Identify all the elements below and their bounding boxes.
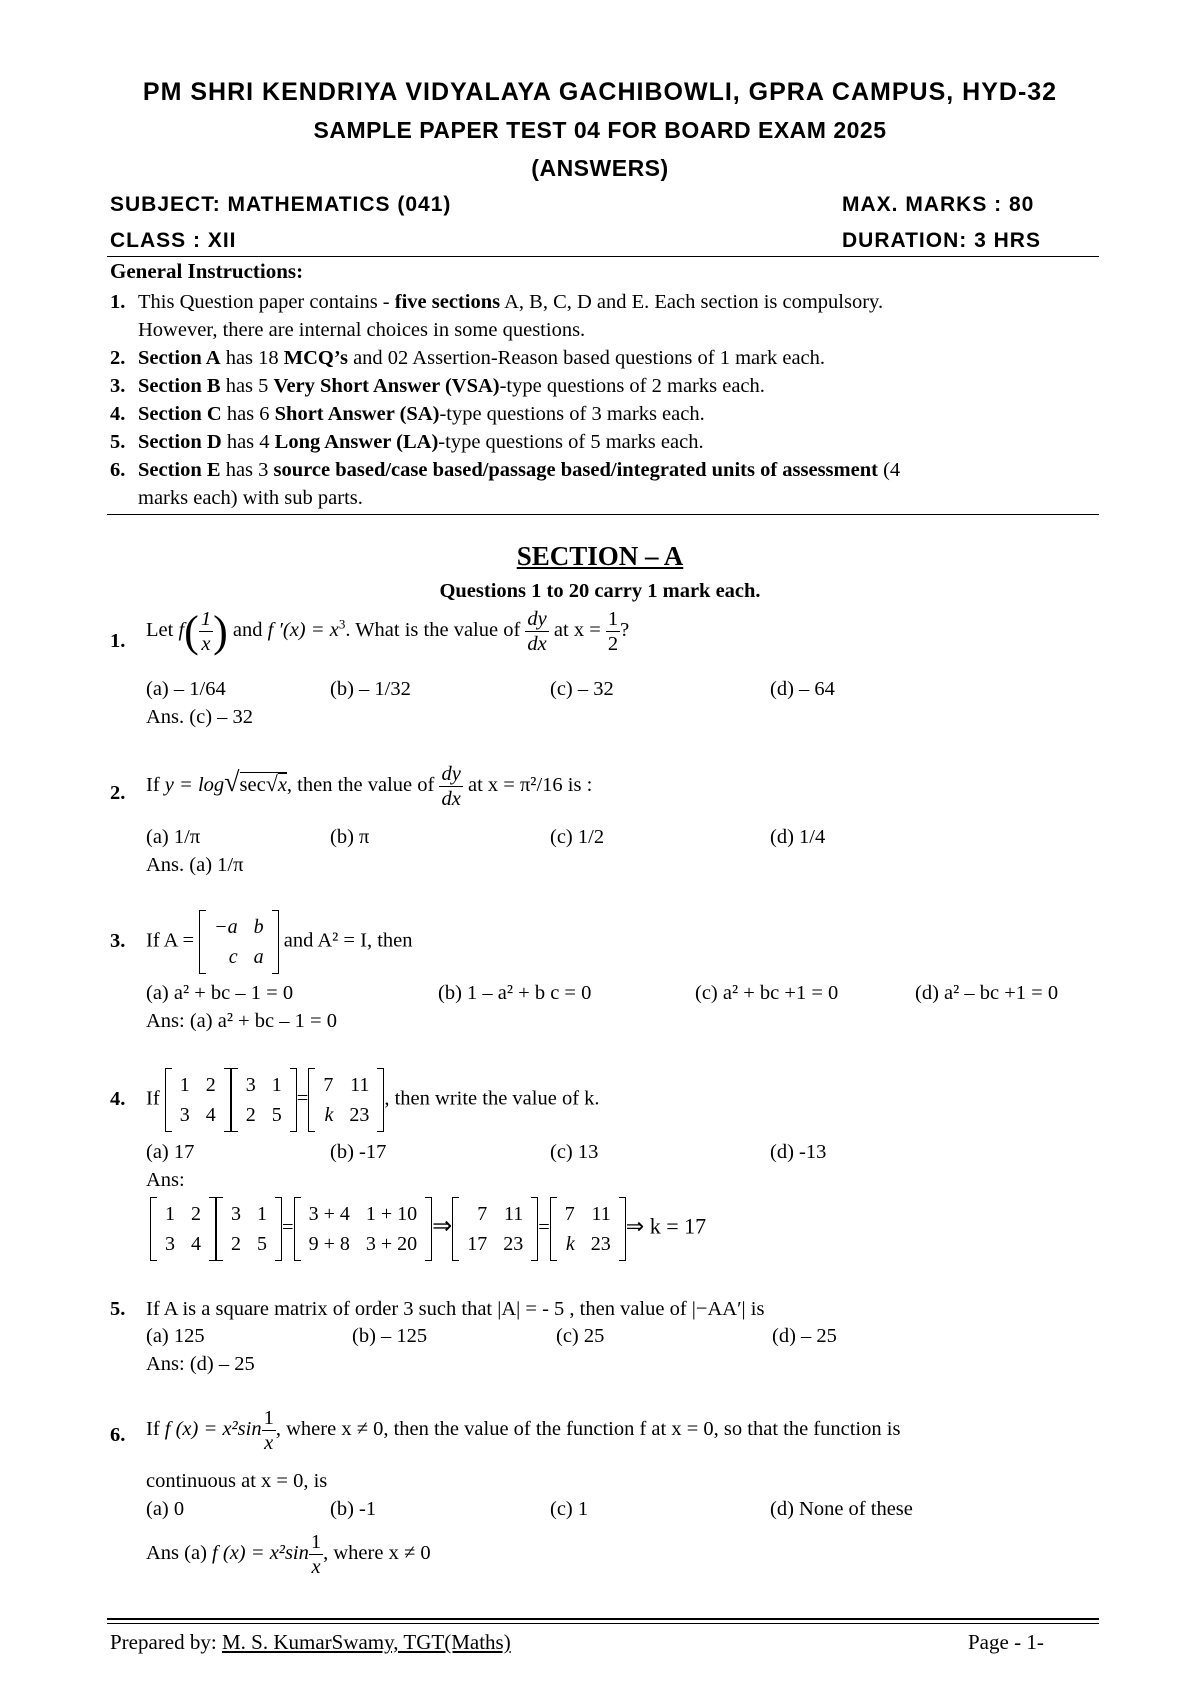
q6-function: f (x) = x²sin [164,1418,262,1441]
matrix-cell: 2 [245,1104,256,1126]
matrix-cell: 9 + 8 [308,1233,350,1255]
implies-arrow: ⇒ [432,1213,453,1240]
section-title: SECTION – A [516,541,684,571]
matrix-cell: a [253,946,264,968]
question-2-text: If y = log√sec√x, then the value of $\frac{dy}{dx}$ at x = π²/16 is : [146,763,593,810]
q4-matrix-2 [231,1068,297,1132]
instruction-emphasis: source based/case based/passage based/integrated units of assessment [273,459,878,481]
q2-y: y = log [164,774,225,797]
matrix-cell: 1 [271,1074,282,1096]
instruction-text: -type questions of 5 marks each. [438,431,704,453]
answer: Ans. (c) – 32 [146,706,254,728]
matrix-cell: 3 + 20 [365,1233,418,1255]
matrix-cell: 5 [257,1233,267,1255]
instruction-text: has 4 [221,431,275,453]
answer [146,1530,431,1579]
instruction-emphasis: five sections [394,291,501,313]
option-d: (d) 1/4 [770,826,826,848]
test-title: SAMPLE PAPER TEST 04 FOR BOARD EXAM 2025 [313,117,887,143]
option-b: (b) π [330,826,370,848]
q6-tail: , where x ≠ 0, then the value of the function f at x = 0, so that the function is [275,1418,901,1441]
matrix-cell: 4 [205,1104,216,1126]
instruction-item [110,400,1100,428]
matrix-cell: 1 [179,1074,190,1096]
duration-label: DURATION: 3 HRS [842,229,1041,252]
instruction-text: marks each) with sub parts. [138,487,363,509]
option-a: (a) 1/π [146,826,201,848]
instruction-text: A, B, C, D and E. Each section is compulsory. [500,291,884,313]
matrix-cell: 7 [564,1203,575,1225]
matrix-cell: 7 [323,1074,334,1096]
matrix-cell: c [228,946,238,968]
answer-fraction [309,1530,323,1579]
q3-tail: and A² = I, then [283,929,413,952]
instruction-number: 3. [110,375,126,397]
instruction-number: 2. [110,347,126,369]
matrix-cell: 11 [350,1074,370,1096]
numerator: 1 [263,1407,274,1429]
instruction-emphasis: Section B [138,375,221,397]
q2-derivative [439,762,462,811]
numerator: 1 [310,1531,322,1553]
question-number: 4. [110,1088,126,1110]
denominator: dx [441,788,461,810]
class-label: CLASS : XII [110,229,237,252]
answer-label: Ans: [146,1169,185,1191]
q2-mid: , then the value of [286,774,435,797]
instruction-text: -type questions of 3 marks each. [439,403,705,425]
question-4-text [146,1068,600,1132]
instruction-emphasis: Long Answer (LA) [274,431,439,453]
matrix-cell: 3 [245,1074,256,1096]
instruction-text: and 02 Assertion-Reason based questions of 1 mark each. [347,347,826,369]
equals: = [538,1216,550,1239]
question-number: 1. [110,630,126,652]
matrix-cell: 2 [205,1074,216,1096]
option-d: (d) – 64 [770,678,835,700]
q6-if: If [146,1418,160,1441]
option-d: (d) – 25 [772,1325,837,1347]
matrix-cell: 23 [590,1233,611,1255]
matrix-cell: 2 [231,1233,241,1255]
option-b: (b) 1 – a² + b c = 0 [438,982,592,1004]
instruction-text: However, there are internal choices in some questions. [138,319,586,341]
denominator: x [311,1556,321,1578]
footer-credit [110,1630,511,1655]
q1-question-mark: ? [620,619,630,642]
option-b: (b) – 1/32 [330,678,411,700]
working-matrix-4 [452,1197,538,1261]
answer: Ans: (d) – 25 [146,1353,255,1375]
footer-divider-thin [107,1623,1099,1624]
instructions-divider [107,514,1099,515]
q4-tail: , then write the value of k. [384,1087,600,1110]
q1-mid: . What is the value of [345,619,521,642]
q1-derivative [525,607,548,656]
question-number: 5. [110,1298,126,1320]
instruction-item [110,372,1100,400]
instruction-emphasis: Section D [138,431,222,453]
instruction-text: has 5 [220,375,274,397]
answer: Ans: (a) a² + bc – 1 = 0 [146,1010,337,1032]
matrix-cell: 11 [591,1203,611,1225]
matrix-cell: 23 [349,1104,370,1126]
matrix-cell: 1 [165,1203,175,1225]
option-c: (c) 13 [550,1141,599,1163]
option-a: (a) 17 [146,1141,195,1163]
option-c: (c) a² + bc +1 = 0 [695,982,839,1004]
subject-label: SUBJECT: MATHEMATICS (041) [110,193,452,216]
instruction-item [110,456,1100,512]
matrix-cell: 17 [467,1233,488,1255]
q1-fprime: f ′(x) = x [267,619,339,642]
question-5-text: If A is a square matrix of order 3 such that |A| = - 5 , then value of |−AA′| is [146,1298,765,1320]
numerator: 1 [200,608,212,630]
answer: Ans. (a) 1/π [146,854,244,876]
option-d: (d) -13 [770,1141,827,1163]
instructions-title: General Instructions: [110,259,304,283]
instruction-emphasis: MCQ’s [283,347,348,369]
answer-prefix: Ans (a) [146,1542,207,1565]
footer-divider [107,1618,1099,1620]
instruction-emphasis: Section C [138,403,222,425]
question-3-text [146,910,413,974]
author-name: M. S. KumarSwamy, TGT(Maths) [221,1630,511,1654]
school-name: PM SHRI KENDRIYA VIDYALAYA GACHIBOWLI, GPRA CAMPUS, HYD-32 [142,78,1058,106]
option-c: (c) 1 [550,1498,589,1520]
instruction-emphasis: Section E [138,459,221,481]
working-matrix-1 [150,1197,216,1261]
page-number: Page - 1- [968,1630,1044,1654]
denominator: dx [527,633,547,655]
option-b: (b) – 125 [352,1325,428,1347]
instruction-text: has 18 [220,347,284,369]
numerator: dy [441,763,461,785]
q4-equals: = [296,1087,309,1110]
matrix-cell: b [253,916,264,938]
option-d: (d) None of these [770,1498,913,1520]
instruction-number: 1. [110,291,126,313]
question-number: 2. [110,782,126,804]
header-divider [107,256,1099,257]
instruction-number: 5. [110,431,126,453]
instruction-text: -type questions of 2 marks each. [499,375,765,397]
option-c: (c) – 32 [550,678,614,700]
working-result: ⇒ k = 17 [625,1213,707,1239]
matrix-cell: 3 [165,1233,175,1255]
q1-fraction [199,607,213,656]
answer-working [150,1197,706,1261]
matrix-cell: 23 [503,1233,524,1255]
instruction-text: has 3 [220,459,274,481]
matrix-cell: 1 + 10 [365,1203,418,1225]
q3-matrix [199,910,279,974]
answer-tail: , where x ≠ 0 [323,1542,431,1565]
prepared-by-label: Prepared by: [110,1630,217,1654]
working-matrix-3 [294,1197,433,1261]
option-c: (c) 1/2 [550,826,605,848]
question-6-line2: continuous at x = 0, is [146,1470,328,1492]
instruction-emphasis: Section A [138,347,221,369]
matrix-cell: k [565,1233,575,1255]
matrix-cell: 11 [503,1203,524,1225]
instruction-item [110,344,1100,372]
matrix-cell: 3 [179,1104,190,1126]
question-number: 6. [110,1424,126,1446]
q1-f: f [178,619,185,642]
matrix-cell: 4 [191,1233,201,1255]
option-b: (b) -17 [330,1141,387,1163]
matrix-cell: k [324,1104,334,1126]
q1-at: at x = [553,619,601,642]
matrix-cell: 7 [477,1203,488,1225]
q4-matrix-1 [165,1068,231,1132]
max-marks-label: MAX. MARKS : 80 [842,193,1035,216]
q4-if: If [146,1087,160,1110]
option-a: (a) 125 [146,1325,205,1347]
instruction-number: 6. [110,459,126,481]
option-a: (a) 0 [146,1498,185,1520]
answer-function: f (x) = x²sin [212,1542,309,1565]
answers-label: (ANSWERS) [531,155,669,181]
q1-exponent: 3 [338,616,346,632]
option-a: (a) a² + bc – 1 = 0 [146,982,294,1004]
q2-at: at x = π²/16 is : [467,774,593,797]
question-6-text [146,1406,900,1455]
working-matrix-5 [550,1197,626,1261]
matrix-cell: 2 [191,1203,201,1225]
instruction-item [110,288,1100,344]
instruction-text: This Question paper contains - [138,291,395,313]
section-subtitle: Questions 1 to 20 carry 1 mark each. [439,580,761,602]
instruction-emphasis: Very Short Answer (VSA) [273,375,500,397]
numerator: 1 [607,608,619,630]
matrix-cell: 3 [231,1203,241,1225]
numerator: dy [527,608,547,630]
matrix-cell: 5 [271,1104,282,1126]
option-a: (a) – 1/64 [146,678,226,700]
q2-sec: sec [239,774,266,797]
matrix-cell: −a [214,916,238,938]
working-matrix-2 [216,1197,282,1261]
q1-let: Let [146,619,174,642]
q1-and: and [232,619,263,642]
matrix-cell: 1 [257,1203,267,1225]
matrix-cell: 3 + 4 [308,1203,350,1225]
denominator: x [264,1432,274,1454]
question-number: 3. [110,930,126,952]
instruction-text: has 6 [221,403,275,425]
q6-fraction [262,1406,276,1455]
instruction-text: (4 [877,459,901,481]
q4-matrix-3 [308,1068,384,1132]
option-c: (c) 25 [556,1325,605,1347]
q3-if: If A = [146,929,195,952]
option-b: (b) -1 [330,1498,377,1520]
q2-if: If [146,774,160,797]
denominator: x [201,633,211,655]
instruction-number: 4. [110,403,126,425]
question-1-text: Let f( $\frac{1}{x}$ ) and f $'(x) = x^3$. What is the value of $\frac{dy}{dx}$ at x = $\frac{1}{2}$ ? [146,607,630,656]
instruction-item [110,428,1100,456]
option-d: (d) a² – bc +1 = 0 [915,982,1059,1004]
denominator: 2 [607,633,619,655]
q2-x: x [277,774,287,797]
instruction-emphasis: Short Answer (SA) [274,403,440,425]
q1-half [606,607,620,656]
equals: = [282,1216,294,1239]
